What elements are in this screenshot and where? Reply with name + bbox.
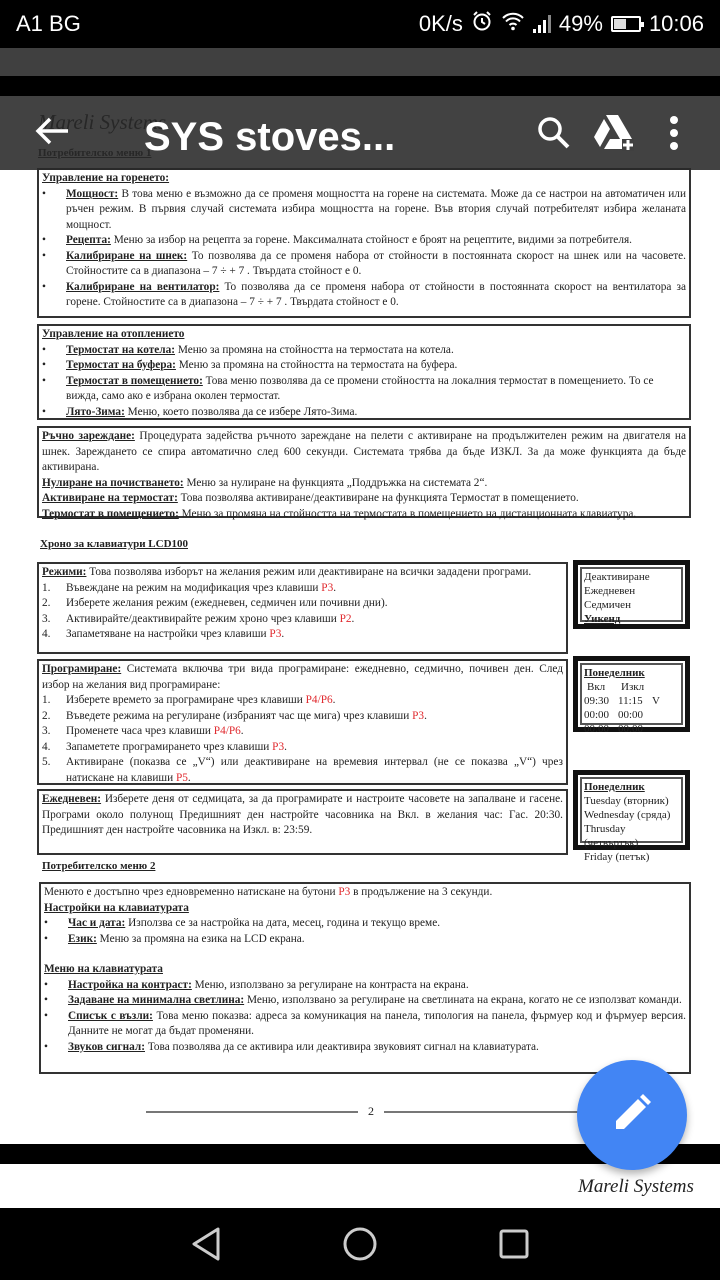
signal-icon	[533, 15, 551, 33]
user-menu-2-section	[39, 882, 691, 1074]
status-bar	[0, 0, 720, 48]
day-item: Tuesday (вторник)	[584, 795, 669, 807]
page-separator	[0, 76, 720, 96]
paragraph: Активиране на термостат: Това позволява активиране/деактивиране на функцията Термостат в помещението.	[42, 492, 579, 504]
list-item: 3. Променете часа чрез клавиши P4/P6.	[42, 725, 244, 737]
document-title: SYS stoves...	[144, 114, 396, 159]
panel-title: Понеделник	[584, 667, 645, 679]
recents-square-icon[interactable]	[498, 1228, 530, 1260]
time-row: 00:00 00:00	[584, 723, 644, 735]
heating-control-section	[37, 324, 691, 420]
list-item: 2. Въведете режима на регулиране (избраният час ще мига) чрез клавиши P3.	[42, 709, 427, 722]
subsection-title: Настройки на клавиатурата	[44, 901, 189, 914]
burning-control-section	[37, 168, 691, 318]
drive-add-icon[interactable]	[584, 113, 644, 153]
days-lcd-panel	[573, 770, 690, 863]
daily-section	[37, 789, 568, 855]
paragraph: Термостат в помещението: Меню за промяна на стойността на термостата в помещението на дистанционната клавиатура.	[42, 507, 637, 520]
day-item: Wednesday (сряда)	[584, 809, 671, 821]
section-title: Управление на отоплението	[42, 328, 185, 340]
app-toolbar	[0, 96, 720, 170]
mode-option: Седмичен	[584, 599, 631, 611]
section-title: Управление на горенето:	[42, 172, 170, 184]
divider	[384, 1111, 596, 1113]
mode-option: Ежедневен	[584, 585, 636, 597]
back-arrow-icon[interactable]	[34, 113, 90, 153]
list-item: • Мощност: В това меню е възможно да се променя мощността на горене на системата. Може да се настрои на автоматичен или ръчен режим. В първия случай системата избира мощността на горене. Във втория случай потребителят избира желаната мощност.	[42, 187, 686, 234]
manual-functions-section	[37, 426, 691, 518]
subsection-title: Меню на клавиатурата	[44, 963, 163, 975]
list-item: 4. Запаметяване на настройки чрез клавиши P3.	[42, 628, 285, 640]
net-speed: 0K/s	[418, 11, 463, 36]
list-item: 3. Активирайте/деактивирайте режим хроно чрез клавиши P2.	[42, 612, 355, 625]
list-item: • Час и дата: Използва се за настройка на дата, месец, година и текущо време.	[44, 916, 686, 932]
battery-percent: 49%	[558, 11, 603, 36]
list-item: • Калибриране на шнек: То позволява да се променя набора от стойности в постоянната скорост на шнек или на часовете. Стойностите са в диапазона – 7 ÷ + 7 . Твърдата стойност е 0.	[42, 249, 686, 280]
list-item: 4. Запаметете програмирането чрез клавиши P3.	[42, 740, 287, 753]
search-icon[interactable]	[524, 115, 584, 151]
list-item: • Лято-Зима: Меню, което позволява да се избере Лято-Зима.	[42, 405, 686, 421]
alarm-icon	[471, 10, 493, 38]
list-item: • Термостат в помещението: Това меню позволява да се промени стойността на локалния термостат в помещението. То се вижда, само ако е избрана околен термостат.	[42, 374, 686, 405]
col-off: Изкл	[621, 681, 645, 693]
list-item: • Рецепта: Меню за избор на рецепта за горене. Максималната стойност е броят на рецептите, видими за потребителя.	[42, 233, 686, 249]
paragraph: Нулиране на почистването: Меню за нулиране на функцията „Поддръжка на системата 2“.	[42, 476, 488, 489]
paragraph: Режими: Това позволява изборът на желания режим или деактивиране на всички зададени програми.	[42, 566, 532, 578]
list-item: • Език: Меню за промяна на езика на LCD екрана.	[44, 932, 686, 948]
next-page[interactable]	[0, 1164, 720, 1208]
panel-title: Понеделник	[584, 781, 645, 793]
list-item: 2. Изберете желания режим (ежедневен, седмичен или почивни дни).	[42, 597, 388, 609]
heading-user-menu-2: Потребителско меню 2	[42, 860, 156, 872]
mode-option: Деактивиране	[584, 571, 650, 583]
viewer-background	[0, 48, 720, 76]
list-item: • Звуков сигнал: Това позволява да се активира или деактивира звуковият сигнал на клавиатурата.	[44, 1040, 686, 1056]
wifi-icon	[501, 11, 525, 37]
mode-selected: Уикенд	[584, 613, 621, 625]
back-triangle-icon[interactable]	[190, 1226, 222, 1262]
more-vert-icon[interactable]	[644, 115, 704, 151]
program-lcd-panel	[573, 656, 690, 735]
day-item: Thrusday (четвъртък)	[584, 823, 639, 849]
paragraph: Програмиране: Системата включва три вида програмиране: ежедневно, седмично, почивен ден. След избор на желания вид програмиране:	[42, 663, 563, 691]
list-item: 1. Изберете времето за програмиране чрез клавиши P4/P6.	[42, 694, 336, 706]
modes-section	[37, 562, 568, 654]
modes-lcd-panel	[573, 560, 690, 629]
paragraph: Ръчно зареждане: Процедурата задейства ръчното зареждане на пелети с активиране на продължителен режим на двигателя на шнек. Зареждането се спира автоматично след 600 секунди. Системата трябва да бъде ИЗКЛ. За да може функцията да бъде активирана.	[42, 430, 686, 473]
programming-section	[37, 659, 568, 785]
edit-fab-button[interactable]	[577, 1060, 687, 1170]
time-row: 00:00 00:00	[584, 709, 644, 721]
document-page[interactable]	[0, 96, 720, 1144]
battery-icon	[611, 16, 641, 32]
list-item: 1. Въвеждане на режим на модификация чрез клавиши P3.	[42, 581, 337, 594]
time-row: 09:30 11:15 V	[584, 695, 660, 707]
list-item: • Калибриране на вентилатор: То позволява да се променя набора от стойности в постоянната скорост на вентилатора за горене. Стойностите са в диапазона – 7 ÷ + 7 . Твърдата стойност е 0.	[42, 280, 686, 311]
list-item: • Настройка на контраст: Меню, използвано за регулиране на контраста на екрана.	[44, 978, 686, 994]
day-item: Friday (петък)	[584, 851, 650, 863]
col-on: Вкл	[587, 681, 606, 693]
list-item: 5. Активиране (показва се „V“) или деактивиране на времевия интервал (не се показва „V“) чрез натискане на клавиши P5.	[42, 756, 563, 784]
list-item: • Термостат на котела: Меню за промяна на стойността на термостата на котела.	[42, 343, 686, 359]
list-item: • Задаване на минимална светлина: Меню, използвано за регулиране на светлината на екрана, когато не се използват команди.	[44, 993, 686, 1009]
page-number: 2	[368, 1104, 374, 1118]
page-footer	[146, 1104, 596, 1119]
list-item: • Термостат на буфера: Меню за промяна на стойността на термостата на буфера.	[42, 358, 686, 374]
paragraph: Менюто е достъпно чрез едновременно натискане на бутони P3 в продължение на 3 секунди.	[44, 886, 493, 898]
divider	[146, 1111, 358, 1113]
edit-pencil-icon	[612, 1093, 652, 1138]
carrier-name: A1 BG	[16, 11, 81, 36]
heading-chrono: Хроно за клавиатури LCD100	[40, 538, 189, 550]
system-nav-bar	[0, 1208, 720, 1280]
paragraph: Ежедневен: Изберете деня от седмицата, за да програмирате и настроите часовете на запалване и гасене. Програми около полунощ Предишният ден настройте часовника на Вкл. в желания час: Гас. 20:30. Предишният ден настройте часовника на Изкл. в: 23:59.	[42, 793, 563, 836]
clock: 10:06	[648, 11, 704, 36]
list-item: • Списък с възли: Това меню показва: адреса за комуникация на панела, типология на панела, фърмуер код и фърмуер версия. Данните не могат да бъдат променяни.	[44, 1009, 686, 1040]
brand-logo: Mareli Systems	[578, 1176, 694, 1197]
home-circle-icon[interactable]	[342, 1226, 378, 1262]
